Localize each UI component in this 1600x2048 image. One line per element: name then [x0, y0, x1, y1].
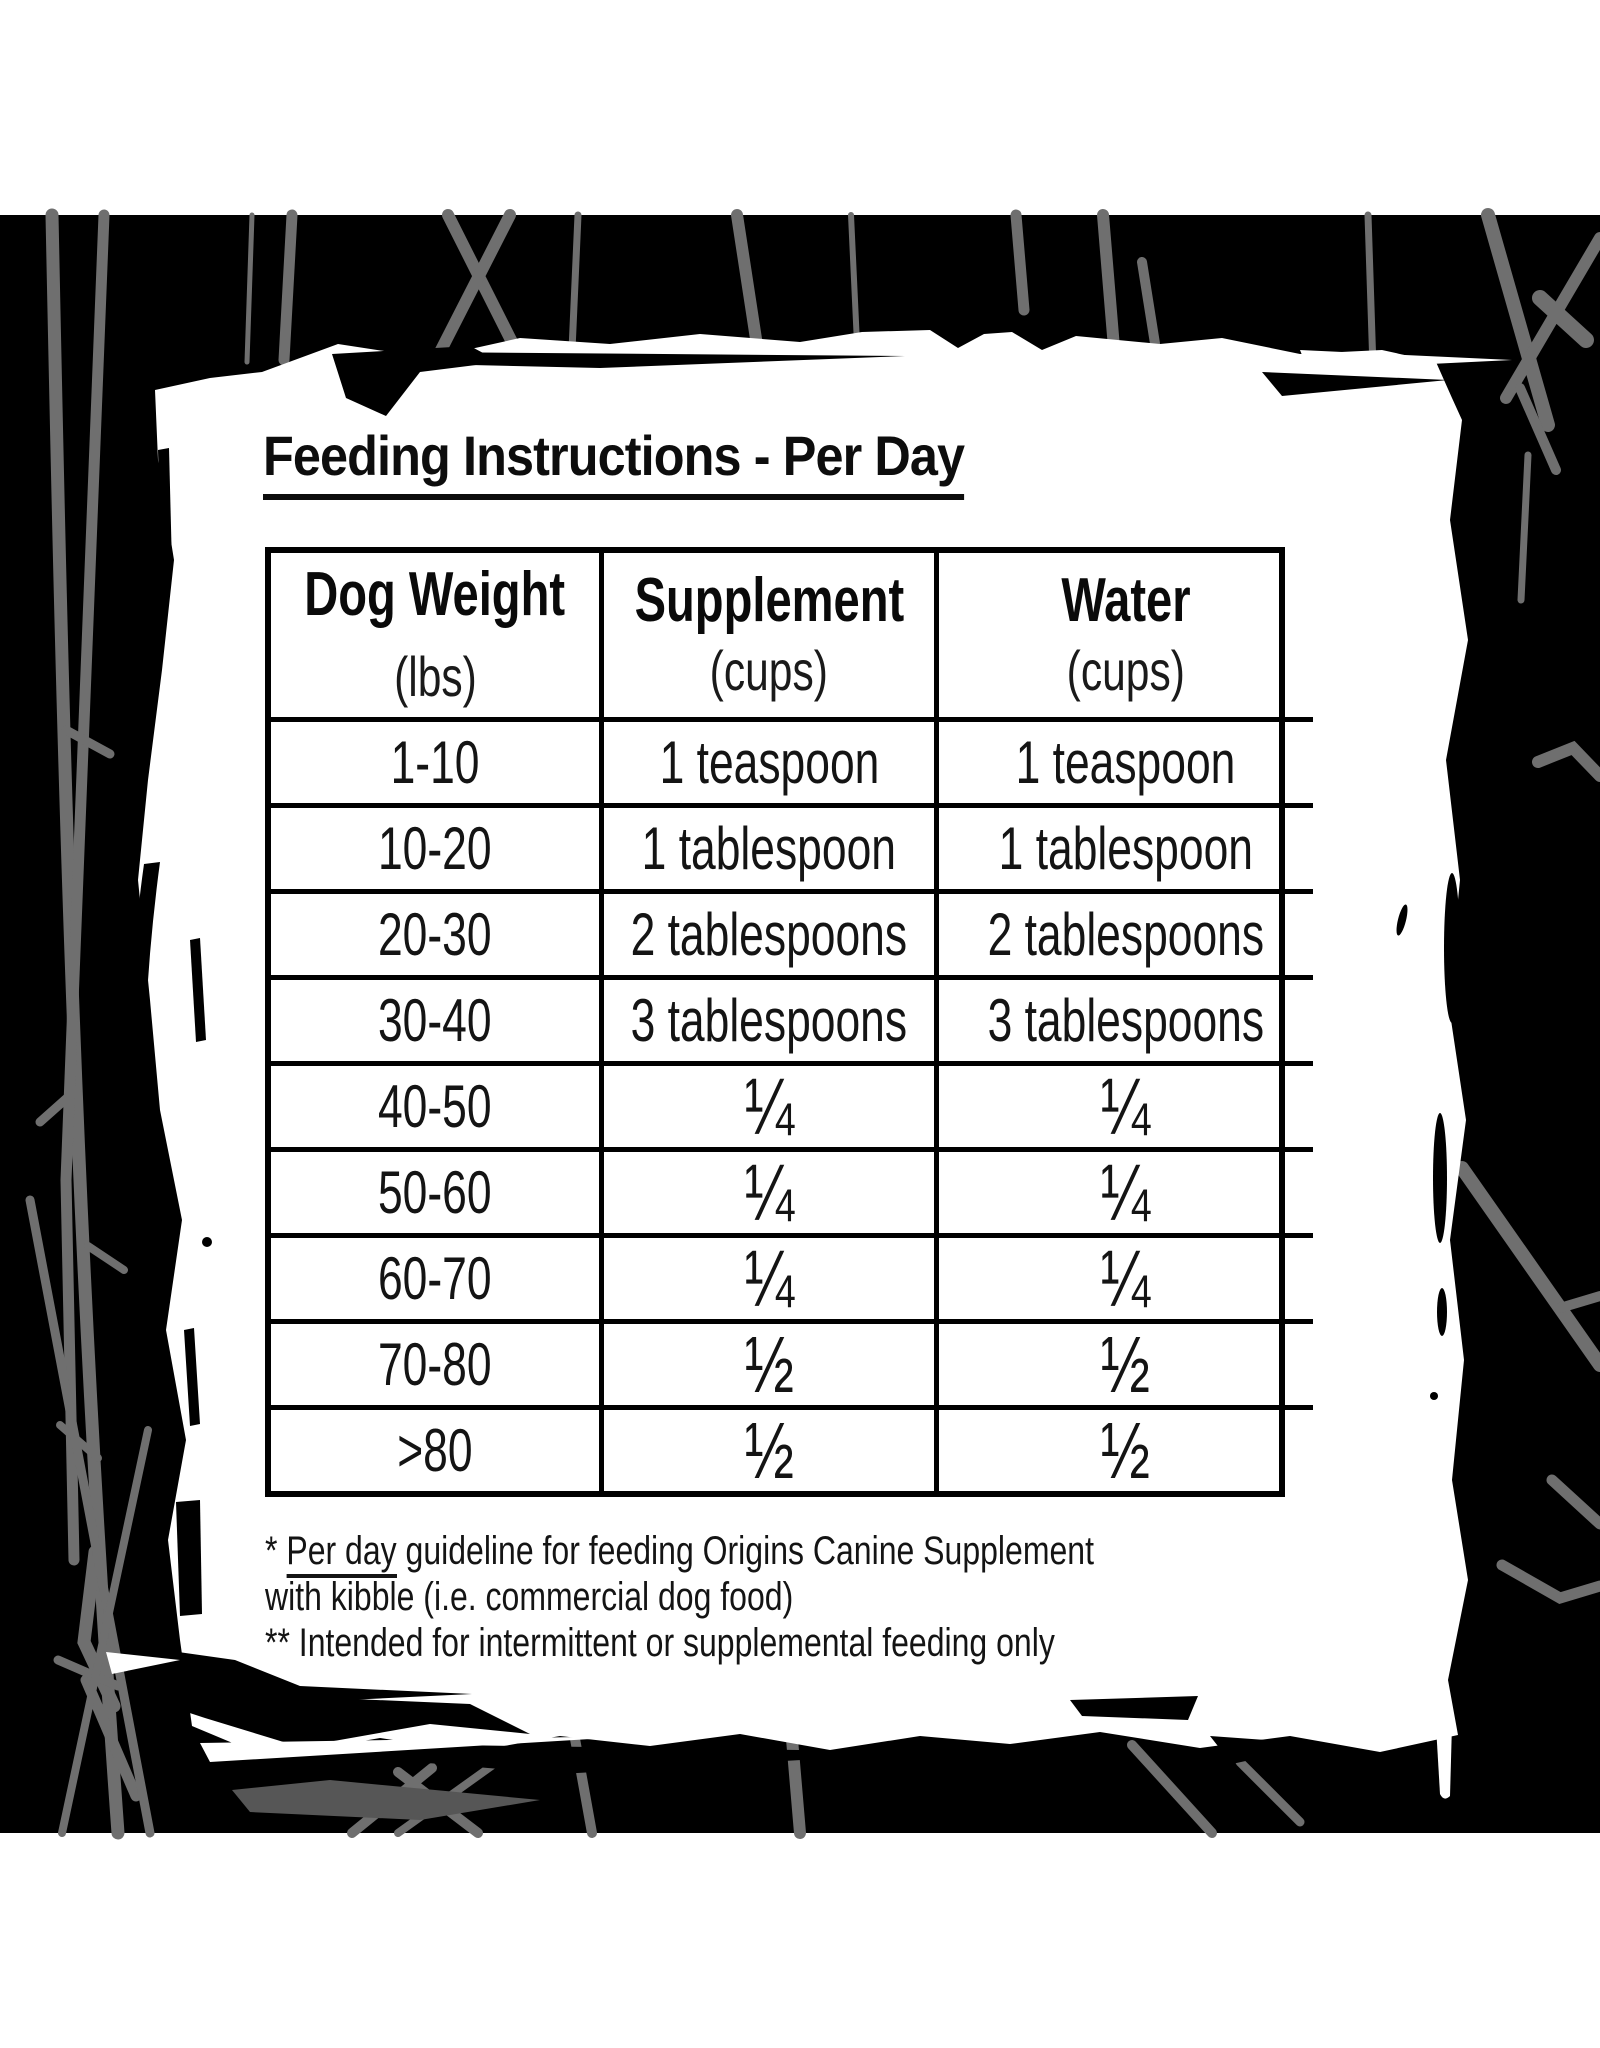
- water-cell: 2 tablespoons: [934, 889, 1313, 975]
- water-cell: 1 tablespoon: [934, 803, 1313, 889]
- weight-cell: 20-30: [271, 889, 599, 975]
- header-water-unit: (cups): [1066, 638, 1185, 702]
- supplement-cell: ¼: [599, 1147, 934, 1233]
- supplement-cell: ½: [599, 1319, 934, 1405]
- supplement-cell: 1 tablespoon: [599, 803, 934, 889]
- header-dog-weight: [271, 553, 599, 717]
- page-title: Feeding Instructions - Per Day: [263, 428, 964, 500]
- footnote-asterisk: *: [265, 1529, 287, 1573]
- header-dog-weight-title: Dog Weight: [304, 560, 566, 630]
- weight-cell: 10-20: [271, 803, 599, 889]
- header-supplement-title: Supplement: [634, 566, 904, 636]
- header-supplement-unit: (cups): [709, 638, 829, 702]
- footnote-line-1-rest: guideline for feeding Origins Canine Supplement: [396, 1529, 1094, 1573]
- weight-cell: 30-40: [271, 975, 599, 1061]
- water-cell: ¼: [934, 1233, 1313, 1319]
- supplement-cell: 1 teaspoon: [599, 717, 934, 803]
- header-water-title: Water: [1061, 566, 1191, 636]
- supplement-cell: 2 tablespoons: [599, 889, 934, 975]
- water-cell: ½: [934, 1319, 1313, 1405]
- water-cell: 1 teaspoon: [934, 717, 1313, 803]
- weight-cell: 40-50: [271, 1061, 599, 1147]
- header-supplement: [599, 553, 934, 717]
- water-cell: ½: [934, 1405, 1313, 1491]
- weight-cell: >80: [271, 1405, 599, 1491]
- header-water: [934, 553, 1313, 717]
- water-cell: 3 tablespoons: [934, 975, 1313, 1061]
- footnotes: [265, 1528, 1094, 1666]
- footnote-line-1: [265, 1528, 1094, 1574]
- weight-cell: 50-60: [271, 1147, 599, 1233]
- weight-cell: 70-80: [271, 1319, 599, 1405]
- water-cell: ¼: [934, 1061, 1313, 1147]
- header-dog-weight-unit: (lbs): [393, 644, 477, 708]
- supplement-cell: 3 tablespoons: [599, 975, 934, 1061]
- footnote-per-day: Per day: [286, 1529, 396, 1578]
- supplement-cell: ¼: [599, 1061, 934, 1147]
- footnote-line-3: ** Intended for intermittent or supplemental feeding only: [265, 1621, 1055, 1665]
- supplement-cell: ½: [599, 1405, 934, 1491]
- footnote-line-2: with kibble (i.e. commercial dog food): [265, 1575, 794, 1619]
- water-cell: ¼: [934, 1147, 1313, 1233]
- feeding-table: [265, 547, 1285, 1497]
- weight-cell: 1-10: [271, 717, 599, 803]
- weight-cell: 60-70: [271, 1233, 599, 1319]
- supplement-cell: ¼: [599, 1233, 934, 1319]
